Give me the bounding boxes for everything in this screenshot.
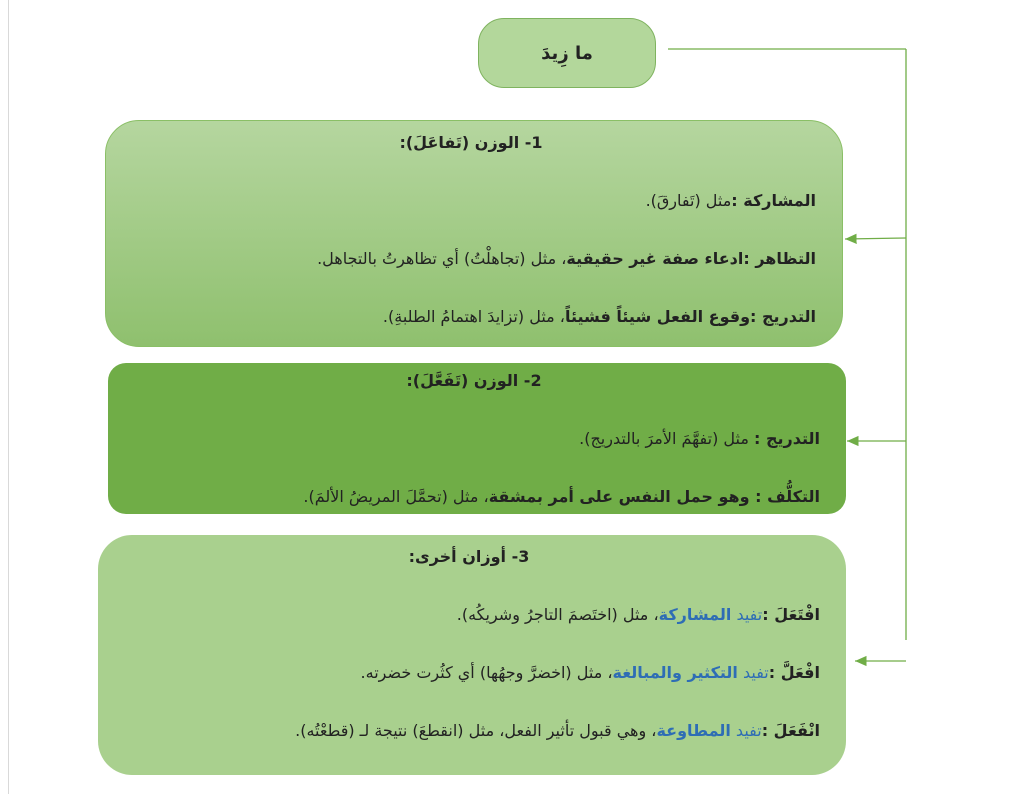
item-term: التكلُّف : [755, 487, 820, 506]
item-pre: تفيد [737, 663, 769, 682]
item-pre: تفيد [731, 605, 763, 624]
item-rest: ، مثل (تجاهلْتُ) أي تظاهرتُ بالتجاهل. [317, 249, 567, 268]
title-text: ما زِيدَ [541, 42, 593, 64]
item-rest: مثل (تَفارقَ). [645, 191, 732, 210]
section-1-item-2 [126, 249, 816, 269]
item-term: التدريج : [754, 429, 820, 448]
title-box [478, 18, 656, 88]
section-1-item-3 [126, 307, 816, 327]
item-key: المطاوعة [656, 721, 731, 740]
item-rest: ، مثل (اخضرَّ وجهُها) أي كثُرت خضرته. [360, 663, 613, 682]
item-term: افْتَعَلَ : [762, 605, 820, 624]
section-3-item-1 [118, 605, 820, 625]
item-pre: تفيد [730, 721, 762, 740]
item-def: وقوع الفعل شيئاً فشيئاً [564, 307, 751, 326]
section-2-item-2 [128, 487, 820, 507]
item-rest: ، وهي قبول تأثير الفعل، مثل (انقطعَ) نتيجة لـ (قطعْتُه). [295, 721, 657, 740]
section-2-box [108, 363, 846, 514]
item-term: التظاهر : [743, 249, 816, 268]
item-key: التكثير والمبالغة [612, 663, 738, 682]
section-2-heading: 2- الوزن (تَفَعَّلَ): [406, 371, 542, 390]
item-term: افْعَلَّ : [768, 663, 820, 682]
item-rest: ، مثل (تحمَّلَ المريضُ الألمَ). [303, 487, 489, 506]
item-term: التدريج : [750, 307, 816, 326]
section-3-item-2 [118, 663, 820, 683]
section-1-heading: 1- الوزن (تَفاعَلَ): [399, 133, 543, 152]
item-term: المشاركة : [731, 191, 816, 210]
item-def: ادعاء صفة غير حقيقية [566, 249, 744, 268]
section-1-item-1 [126, 191, 816, 211]
item-term: انْفَعَلَ : [761, 721, 820, 740]
section-2-item-1 [128, 429, 820, 449]
section-1-box [105, 120, 843, 347]
connector-arrow-1 [845, 238, 906, 239]
section-3-item-3 [118, 721, 820, 741]
item-def: وهو حمل النفس على أمر بمشقة [488, 487, 756, 506]
item-rest: ، مثل (تزايدَ اهتمامُ الطلبةِ). [382, 307, 565, 326]
item-key: المشاركة [658, 605, 732, 624]
item-rest: ، مثل (اختَصمَ التاجرُ وشريكُه). [456, 605, 659, 624]
section-3-heading: 3- أوزان أخرى: [408, 547, 530, 566]
item-rest: مثل (تفهَّمَ الأمرَ بالتدريج). [579, 429, 755, 448]
section-3-box [98, 535, 846, 775]
